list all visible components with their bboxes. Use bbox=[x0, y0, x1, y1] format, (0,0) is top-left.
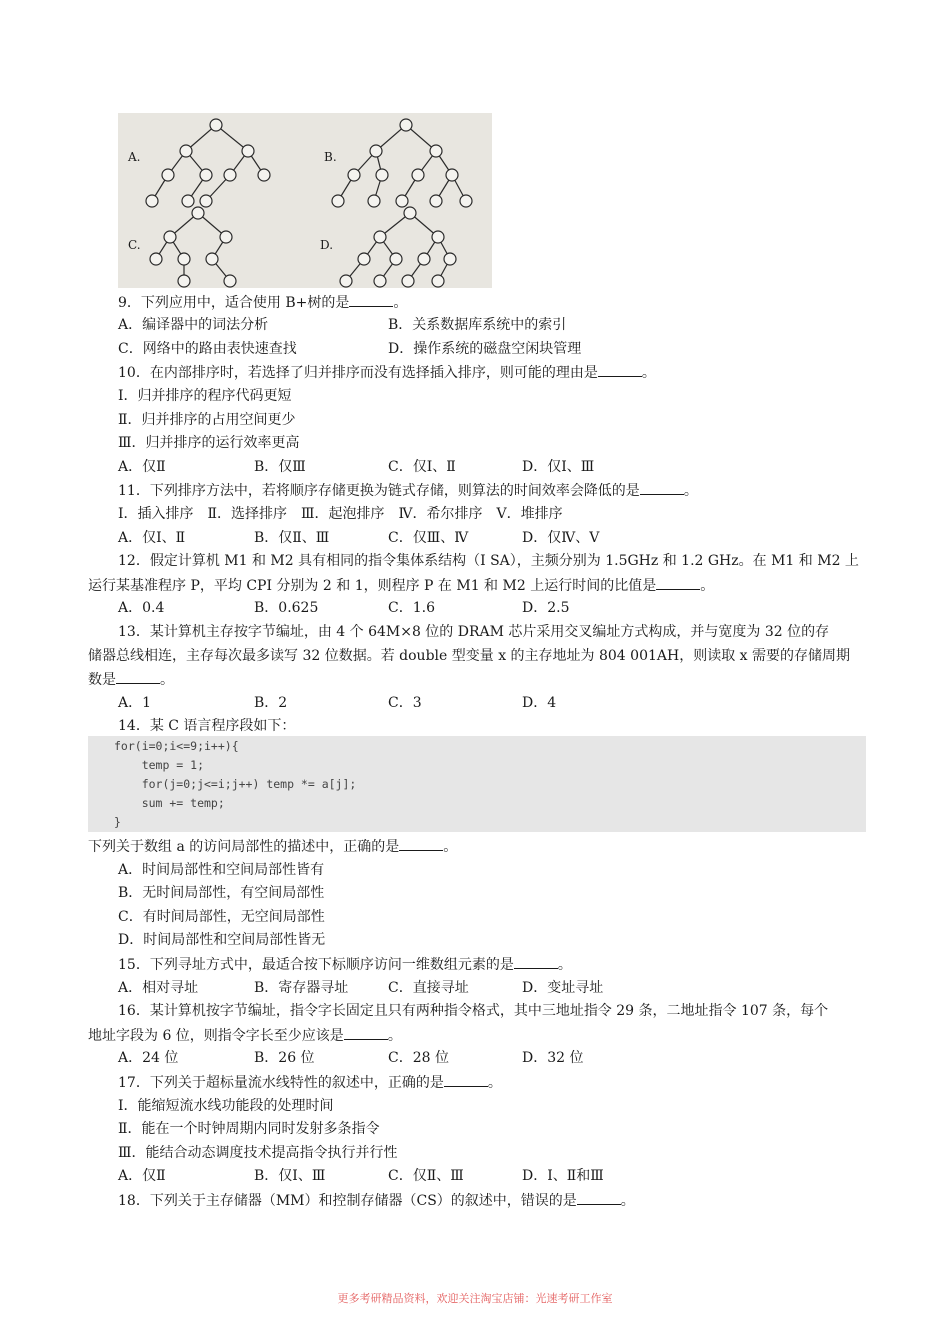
tree-node bbox=[164, 231, 176, 243]
q9-option-b: B．关系数据库系统中的索引 bbox=[388, 317, 567, 333]
q13-line-3: 数是 。 bbox=[88, 669, 174, 690]
q12-option-d: D．2.5 bbox=[522, 600, 570, 616]
tree-node bbox=[200, 195, 212, 207]
tree-node bbox=[150, 253, 162, 265]
tree-node bbox=[430, 195, 442, 207]
q18-stem: 18．下列关于主存储器（MM）和控制存储器（CS）的叙述中，错误的是 。 bbox=[118, 1190, 635, 1211]
q16-option-d: D．32 位 bbox=[522, 1050, 584, 1066]
q16-option-c: C．28 位 bbox=[388, 1050, 449, 1066]
q10-option-b: B．仅Ⅲ bbox=[254, 459, 306, 475]
code-block bbox=[88, 736, 866, 832]
code-line-4: sum += temp; bbox=[114, 796, 225, 810]
q16-line-1: 16．某计算机按字节编址，指令字长固定且只有两种指令格式，其中三地址指令 29 条，二地址指令 107 条，每个 bbox=[118, 1003, 829, 1019]
q17-item-1: Ⅰ．能缩短流水线功能段的处理时间 bbox=[118, 1098, 334, 1114]
figure-label-d: D. bbox=[320, 238, 334, 252]
tree-node bbox=[418, 253, 430, 265]
q13-option-a: A．1 bbox=[118, 695, 152, 711]
tree-node bbox=[242, 145, 254, 157]
q17-stem: 17．下列关于超标量流水线特性的叙述中，正确的是 。 bbox=[118, 1072, 502, 1093]
tree-node bbox=[224, 169, 236, 181]
tree-node bbox=[374, 275, 386, 287]
q13-line-2: 储器总线相连，主存每次最多读写 32 位数据。若 double 型变量 x 的主存地址为 804 001AH，则读取 x 需要的存储周期 bbox=[88, 648, 850, 664]
q16-line-2: 地址字段为 6 位，则指令字长至少应该是 。 bbox=[88, 1025, 402, 1046]
tree-node bbox=[404, 207, 416, 219]
tree-node bbox=[432, 231, 444, 243]
q15-option-a: A．相对寻址 bbox=[118, 980, 199, 996]
tree-node bbox=[460, 195, 472, 207]
q16-option-a: A．24 位 bbox=[118, 1050, 179, 1066]
q16-option-b: B．26 位 bbox=[254, 1050, 315, 1066]
tree-b bbox=[332, 119, 472, 207]
tree-node bbox=[446, 169, 458, 181]
tree-node bbox=[178, 253, 190, 265]
tree-node bbox=[402, 275, 414, 287]
tree-node bbox=[340, 275, 352, 287]
tree-node bbox=[180, 145, 192, 157]
q17-option-a: A．仅Ⅱ bbox=[118, 1168, 166, 1184]
tree-node bbox=[146, 195, 158, 207]
q13-option-d: D．4 bbox=[522, 695, 557, 711]
tree-node bbox=[220, 231, 232, 243]
tree-c bbox=[150, 207, 236, 287]
tree-node bbox=[206, 253, 218, 265]
tree-node bbox=[400, 119, 412, 131]
tree-node bbox=[396, 195, 408, 207]
footer-promo: 更多考研精品资料，欢迎关注淘宝店铺：光速考研工作室 bbox=[337, 1292, 613, 1305]
q15-option-c: C．直接寻址 bbox=[388, 980, 469, 996]
tree-node bbox=[412, 169, 424, 181]
q17-option-d: D．Ⅰ、Ⅱ和Ⅲ bbox=[522, 1168, 604, 1184]
tree-node bbox=[162, 169, 174, 181]
q10-option-a: A．仅Ⅱ bbox=[118, 459, 166, 475]
q17-item-3: Ⅲ．能结合动态调度技术提高指令执行并行性 bbox=[118, 1145, 398, 1161]
q12-option-a: A．0.4 bbox=[118, 600, 165, 616]
tree-node bbox=[224, 275, 236, 287]
q14-after: 下列关于数组 a 的访问局部性的描述中，正确的是 。 bbox=[88, 836, 457, 857]
figure-label-a: A. bbox=[128, 150, 141, 164]
q10-stem: 10．在内部排序时，若选择了归并排序而没有选择插入排序，则可能的理由是 。 bbox=[118, 362, 656, 383]
q15-option-d: D．变址寻址 bbox=[522, 980, 604, 996]
q15-option-b: B．寄存器寻址 bbox=[254, 980, 349, 996]
q11-stem: 11．下列排序方法中，若将顺序存储更换为链式存储，则算法的时间效率会降低的是 。 bbox=[118, 480, 698, 501]
tree-d bbox=[340, 207, 456, 287]
q13-option-c: C．3 bbox=[388, 695, 422, 711]
q15-stem: 15．下列寻址方式中，最适合按下标顺序访问一维数组元素的是 。 bbox=[118, 954, 572, 975]
code-line-3: for(j=0;j<=i;j++) temp *= a[j]; bbox=[114, 777, 357, 791]
tree-node bbox=[390, 253, 402, 265]
tree-node bbox=[374, 231, 386, 243]
tree-node bbox=[200, 169, 212, 181]
q14-option-b: B．无时间局部性，有空间局部性 bbox=[118, 885, 325, 901]
tree-node bbox=[348, 169, 360, 181]
tree-node bbox=[368, 195, 380, 207]
q17-option-b: B．仅Ⅰ、Ⅲ bbox=[254, 1168, 326, 1184]
q9-option-c: C．网络中的路由表快速查找 bbox=[118, 341, 297, 357]
tree-node bbox=[358, 253, 370, 265]
tree-node bbox=[258, 169, 270, 181]
tree-node bbox=[370, 145, 382, 157]
figure-label-c: C. bbox=[128, 238, 141, 252]
q12-option-c: C．1.6 bbox=[388, 600, 435, 616]
q12-line-2: 运行某基准程序 P，平均 CPI 分别为 2 和 1，则程序 P 在 M1 和 M2 上运行时间的比值是 。 bbox=[88, 575, 714, 596]
code-line-1: for(i=0;i<=9;i++){ bbox=[114, 739, 239, 753]
q9-option-a: A．编译器中的词法分析 bbox=[118, 317, 269, 333]
q9-stem: 9．下列应用中，适合使用 B+树的是 。 bbox=[118, 292, 407, 313]
tree-node bbox=[376, 169, 388, 181]
tree-node bbox=[430, 145, 442, 157]
tree-node bbox=[210, 119, 222, 131]
tree-node bbox=[192, 207, 204, 219]
figure-label-b: B. bbox=[324, 150, 337, 164]
tree-options-figure bbox=[118, 113, 492, 288]
q10-item-2: Ⅱ．归并排序的占用空间更少 bbox=[118, 412, 296, 428]
q9-option-d: D．操作系统的磁盘空闲块管理 bbox=[388, 341, 582, 357]
tree-node bbox=[182, 195, 194, 207]
q14-option-d: D．时间局部性和空间局部性皆无 bbox=[118, 932, 326, 948]
q12-option-b: B．0.625 bbox=[254, 600, 319, 616]
tree-diagrams bbox=[118, 113, 492, 288]
q11-option-a: A．仅Ⅰ、Ⅱ bbox=[118, 530, 186, 546]
q10-option-c: C．仅Ⅰ、Ⅱ bbox=[388, 459, 456, 475]
q14-stem: 14．某 C 语言程序段如下： bbox=[118, 718, 296, 734]
q13-line-1: 13．某计算机主存按字节编址，由 4 个 64M×8 位的 DRAM 芯片采用交叉编址方式构成，并与宽度为 32 位的存 bbox=[118, 624, 830, 640]
tree-node bbox=[332, 195, 344, 207]
q11-items: Ⅰ．插入排序 Ⅱ．选择排序 Ⅲ．起泡排序 Ⅳ．希尔排序 Ⅴ．堆排序 bbox=[118, 506, 563, 522]
q10-item-3: Ⅲ．归并排序的运行效率更高 bbox=[118, 435, 300, 451]
q17-item-2: Ⅱ．能在一个时钟周期内同时发射多条指令 bbox=[118, 1121, 380, 1137]
code-line-5: } bbox=[114, 815, 121, 829]
q17-option-c: C．仅Ⅱ、Ⅲ bbox=[388, 1168, 464, 1184]
q12-line-1: 12．假定计算机 M1 和 M2 具有相同的指令集体系结构（I SA），主频分别为 1.5GHz 和 1.2 GHz。在 M1 和 M2 上 bbox=[118, 553, 859, 569]
q14-option-c: C．有时间局部性，无空间局部性 bbox=[118, 909, 325, 925]
q11-option-b: B．仅Ⅱ、Ⅲ bbox=[254, 530, 330, 546]
q13-option-b: B．2 bbox=[254, 695, 288, 711]
q10-option-d: D．仅Ⅰ、Ⅲ bbox=[522, 459, 595, 475]
tree-a bbox=[146, 119, 270, 207]
tree-node bbox=[432, 275, 444, 287]
tree-node bbox=[444, 253, 456, 265]
tree-node bbox=[178, 275, 190, 287]
q11-option-d: D．仅Ⅳ、Ⅴ bbox=[522, 530, 600, 546]
q14-option-a: A．时间局部性和空间局部性皆有 bbox=[118, 862, 325, 878]
code-line-2: temp = 1; bbox=[114, 758, 205, 772]
q10-item-1: Ⅰ．归并排序的程序代码更短 bbox=[118, 388, 292, 404]
q11-option-c: C．仅Ⅲ、Ⅳ bbox=[388, 530, 469, 546]
